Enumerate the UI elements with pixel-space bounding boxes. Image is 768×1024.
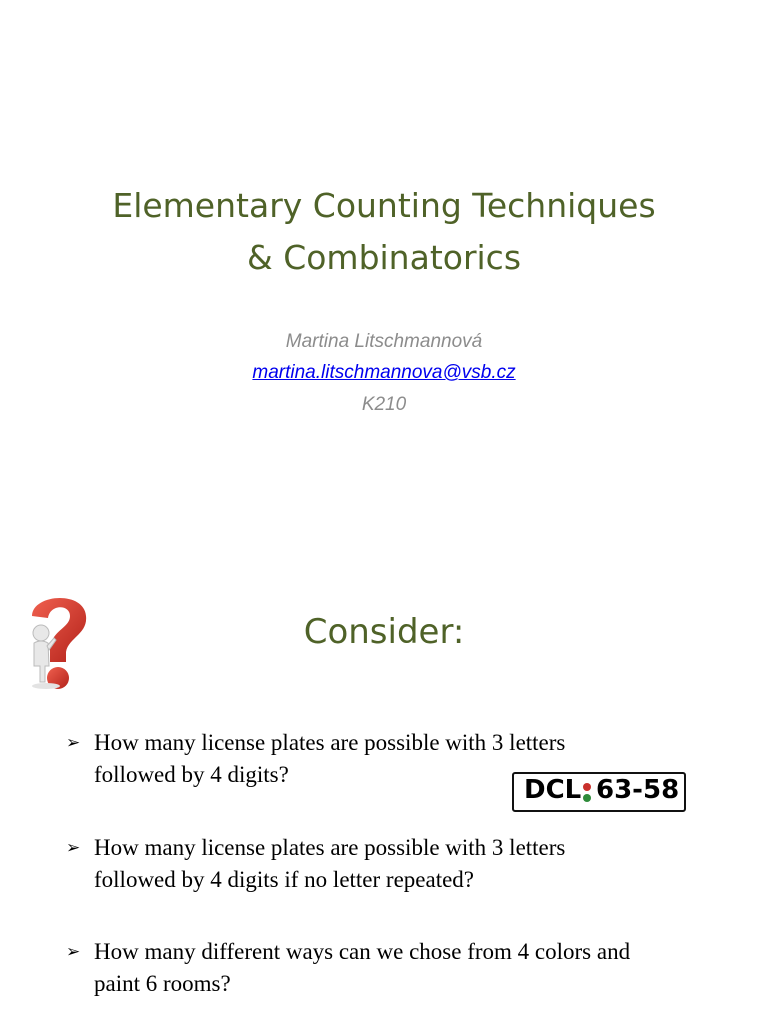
bullet-text-line-1: How many license plates are possible with 3 letters bbox=[94, 730, 566, 755]
author-name: Martina Litschmannová bbox=[285, 331, 483, 352]
title-line-2: & Combinatorics bbox=[246, 238, 522, 277]
plate-letters: DCL bbox=[524, 775, 582, 805]
list-item bbox=[66, 936, 716, 1000]
bullet-text-line-2: followed by 4 digits? bbox=[94, 762, 289, 787]
bullet-text-line-1: How many license plates are possible with 3 letters bbox=[94, 835, 566, 860]
author-email-link[interactable]: martina.litschmannova@vsb.cz bbox=[252, 362, 516, 383]
arrow-bullet-icon: ➢ bbox=[66, 942, 81, 962]
consider-slide bbox=[0, 560, 768, 1024]
license-plate-image bbox=[512, 772, 686, 812]
room-code: K210 bbox=[361, 394, 407, 415]
plate-digits: 63-58 bbox=[596, 775, 680, 805]
title-line-1: Elementary Counting Techniques bbox=[112, 186, 656, 225]
plate-seal-icon bbox=[581, 779, 593, 805]
bullet-text-line-2: followed by 4 digits if no letter repeated? bbox=[94, 867, 475, 892]
slide-title bbox=[0, 180, 768, 284]
bullet-text-line-1: How many different ways can we chose from 4 colors and bbox=[94, 939, 631, 964]
arrow-bullet-icon: ➢ bbox=[66, 733, 81, 753]
list-item bbox=[66, 832, 716, 896]
slide-heading: Consider: bbox=[303, 612, 465, 652]
bullet-text-line-2: paint 6 rooms? bbox=[94, 971, 231, 996]
arrow-bullet-icon: ➢ bbox=[66, 838, 81, 858]
